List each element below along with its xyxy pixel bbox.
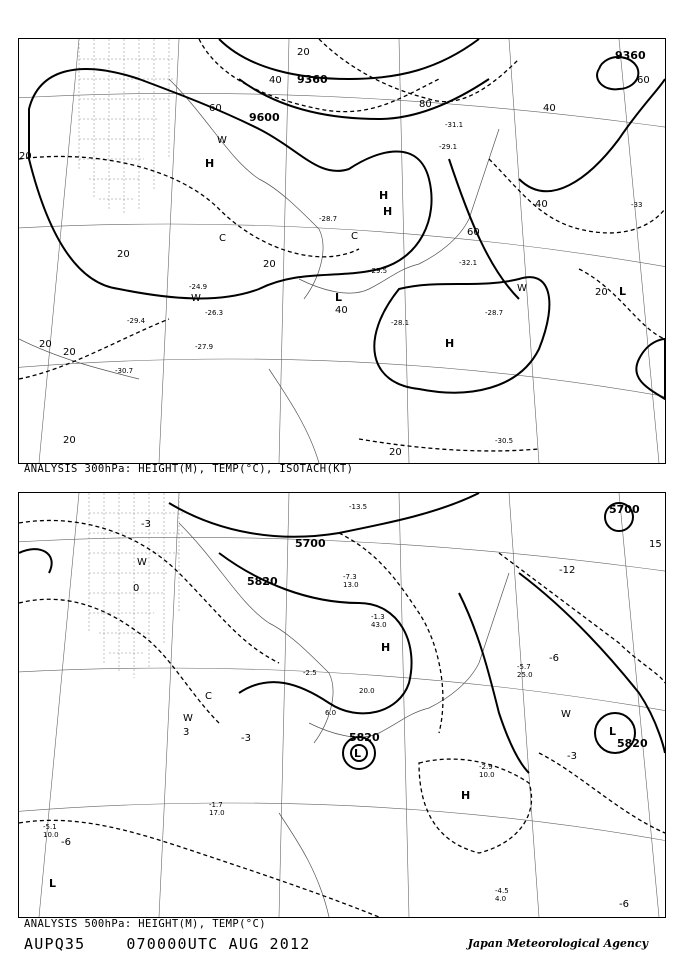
temp-label: -29.4 (127, 317, 146, 325)
temp-contour-label: -3 (567, 751, 577, 762)
cold-center-marker: C (351, 231, 358, 242)
temp-contour-label: 3 (183, 727, 190, 738)
temp-contour-label: -12 (559, 565, 576, 576)
temp-label: -33 (631, 201, 643, 209)
graticule (19, 493, 665, 917)
warm-center-marker: W (517, 283, 527, 294)
isotach-lines (19, 39, 665, 451)
highland-hatching (79, 39, 174, 214)
graticule (19, 39, 665, 463)
obs-label: 17.0 (209, 809, 225, 817)
high-center-marker: H (379, 189, 389, 202)
obs-label: 43.0 (371, 621, 387, 629)
low-center-marker: L (609, 725, 617, 738)
obs-label: -5.1 (43, 823, 57, 831)
height-label: 5700 (609, 503, 640, 516)
temp-label: -32.1 (459, 259, 478, 267)
isotach-label: 40 (543, 103, 556, 114)
temp-label: -26.3 (205, 309, 224, 317)
temp-label: -28.7 (319, 215, 338, 223)
isotach-label: 20 (63, 435, 76, 446)
temp-label: -30.7 (115, 367, 134, 375)
cold-center-marker: C (219, 233, 226, 244)
warm-center-marker: W (183, 713, 193, 724)
obs-label: -13.5 (349, 503, 368, 511)
obs-label: 10.0 (479, 771, 495, 779)
pressure-centers (191, 135, 626, 350)
temp-contour-label: -6 (549, 653, 559, 664)
obs-label: -7.3 (343, 573, 357, 581)
obs-label: -1.3 (371, 613, 385, 621)
isotach-label: 60 (637, 75, 650, 86)
isotach-label: 20 (297, 47, 310, 58)
obs-label: 6.0 (325, 709, 337, 717)
isotach-label: 20 (263, 259, 276, 270)
low-center-marker: L (49, 877, 57, 890)
low-center-marker: L (619, 285, 627, 298)
height-labels (249, 49, 646, 124)
east-contour (636, 339, 665, 399)
temp-label: -28.7 (485, 309, 504, 317)
isotach-label: 80 (419, 99, 432, 110)
temp-contour-label: -6 (619, 899, 629, 910)
temp-label: -30.5 (495, 437, 514, 445)
high-center-marker: H (445, 337, 455, 350)
height-label: 5820 (617, 737, 648, 750)
observation-labels (43, 503, 533, 903)
low-center-marker: L (335, 291, 343, 304)
temp-label: -24.9 (189, 283, 208, 291)
isotach-label: 20 (39, 339, 52, 350)
height-label: 5700 (295, 537, 326, 550)
obs-label: -4.5 (495, 887, 509, 895)
high-center-marker: H (383, 205, 393, 218)
high-center-marker: H (461, 789, 471, 802)
coastlines (19, 79, 499, 463)
obs-label: -2.5 (303, 669, 317, 677)
height-labels (247, 503, 648, 750)
cold-center-marker: C (205, 691, 212, 702)
map-panel-500hpa (18, 492, 666, 918)
height-label: 9360 (615, 49, 646, 62)
temp-contour-label: 0 (133, 583, 140, 594)
height-label: 9600 (249, 111, 280, 124)
obs-label: -5.7 (517, 663, 531, 671)
isotach-label: 20 (389, 447, 402, 458)
temp-contour-label: -3 (141, 519, 151, 530)
valid-time: 070000UTC AUG 2012 (126, 935, 311, 953)
obs-label: -2.9 (479, 763, 493, 771)
caption-500hpa: ANALYSIS 500hPa: HEIGHT(M), TEMP(°C) (24, 918, 266, 930)
isotach-label: 20 (63, 347, 76, 358)
height-contours (29, 39, 665, 299)
map-300hpa-canvas (19, 39, 665, 463)
isotach-labels (19, 47, 650, 458)
isotach-label: 20 (117, 249, 130, 260)
warm-center-marker: W (561, 709, 571, 720)
temp-label: -29.1 (439, 143, 458, 151)
isotach-label: 40 (535, 199, 548, 210)
temp-label: -29.5 (369, 267, 388, 275)
temp-label: -28.1 (391, 319, 410, 327)
warm-center-marker: W (217, 135, 227, 146)
height-label: 5820 (247, 575, 278, 588)
temp-contour-label: -6 (61, 837, 71, 848)
low-center-marker: L (354, 747, 362, 760)
temp-label: -31.1 (445, 121, 464, 129)
map-panel-300hpa (18, 38, 666, 464)
isotach-label: 40 (269, 75, 282, 86)
obs-label: 25.0 (517, 671, 533, 679)
temp-label: -27.9 (195, 343, 214, 351)
obs-label: 20.0 (359, 687, 375, 695)
chart-code: AUPQ35 (24, 935, 86, 953)
temperature-labels (61, 519, 662, 910)
chart-identifier (24, 935, 310, 953)
isotach-label: 60 (467, 227, 480, 238)
high-center-marker: H (381, 641, 391, 654)
isotach-label: 20 (595, 287, 608, 298)
isotach-label: 40 (335, 305, 348, 316)
obs-label: 13.0 (343, 581, 359, 589)
temp-contour-label: 15 (649, 539, 662, 550)
warm-center-marker: W (191, 293, 201, 304)
obs-label: 10.0 (43, 831, 59, 839)
height-label: 9360 (297, 73, 328, 86)
obs-label: -1.7 (209, 801, 223, 809)
agency-credit: Japan Meteorological Agency (467, 937, 648, 950)
isotach-label: 20 (19, 151, 32, 162)
isotach-label: 60 (209, 103, 222, 114)
obs-label: 4.0 (495, 895, 507, 903)
high-pressure-contour (374, 277, 549, 393)
high-center-marker: H (205, 157, 215, 170)
height-label: 5820 (349, 731, 380, 744)
temperature-labels (115, 121, 642, 445)
map-500hpa-canvas (19, 493, 665, 917)
temp-contour-label: -3 (241, 733, 251, 744)
caption-300hpa: ANALYSIS 300hPa: HEIGHT(M), TEMP(°C), ISOTACH(KT) (24, 463, 354, 475)
warm-center-marker: W (137, 557, 147, 568)
